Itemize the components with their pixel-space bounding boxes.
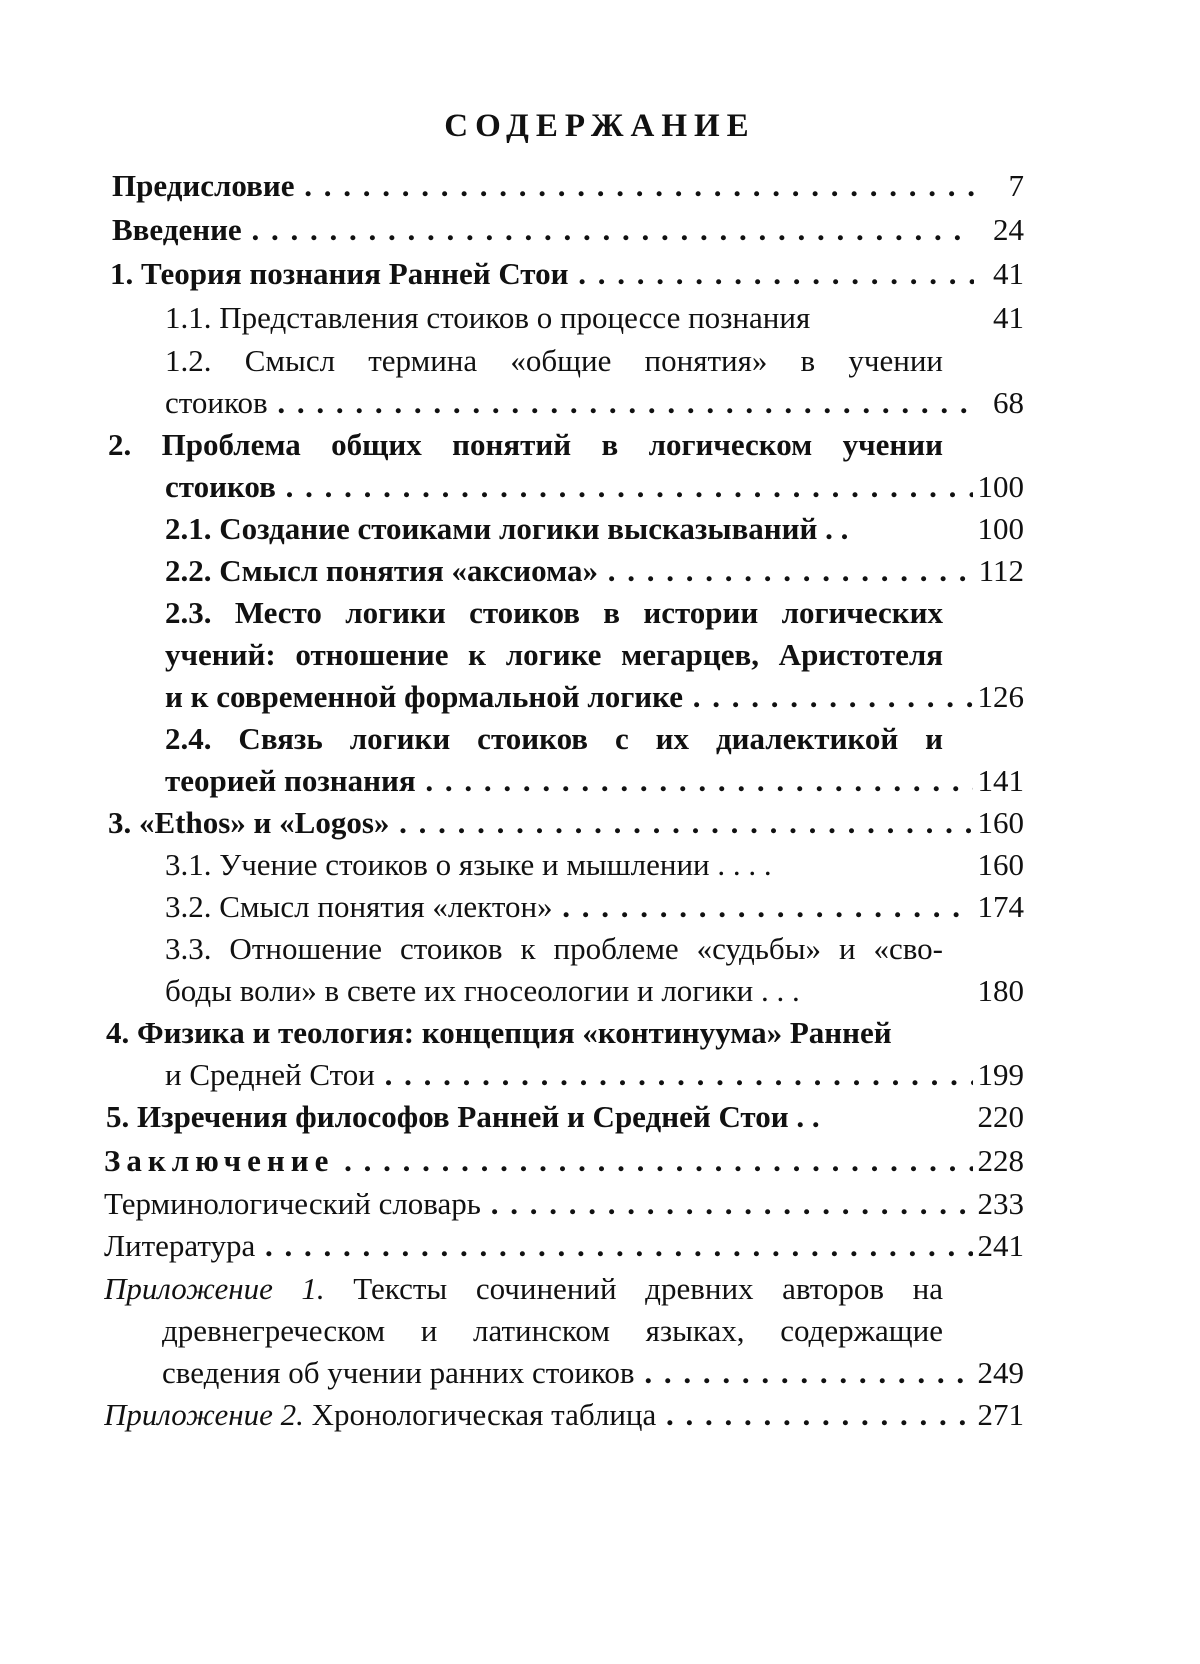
toc-entry-label-cont: древнегреческом и латинском языках, содержащие bbox=[162, 1313, 943, 1348]
toc-page-number: 180 bbox=[977, 973, 1024, 1008]
toc-entry-label-cont: теорией познания . . . bbox=[165, 759, 973, 803]
toc-entry-label: Введение . . . bbox=[112, 208, 974, 252]
toc-entry-label: Приложение 1. Тексты сочинений древних авторов на bbox=[104, 1271, 943, 1306]
toc-entry-label: 2.3. Место логики стоиков в истории логических bbox=[165, 595, 943, 630]
toc-page-number: 241 bbox=[977, 1228, 1024, 1263]
appendix-prefix: Приложение 2. bbox=[104, 1397, 304, 1432]
toc-page-number: 174 bbox=[977, 889, 1024, 924]
toc-page-number: 220 bbox=[977, 1099, 1024, 1134]
toc-page-number: 228 bbox=[977, 1143, 1024, 1178]
toc-entry-label: 3.2. Смысл понятия «лектон» . . . bbox=[165, 885, 973, 929]
toc-page-number: 41 bbox=[993, 256, 1024, 291]
toc-entry-label: 3.1. Учение стоиков о языке и мышлении . . . . bbox=[165, 847, 772, 882]
toc-page-number: 7 bbox=[1008, 168, 1024, 203]
toc-entry-label: 2. Проблема общих понятий в логическом учении bbox=[108, 427, 943, 462]
toc-page-number: 100 bbox=[977, 469, 1024, 504]
toc-page-number: 160 bbox=[977, 805, 1024, 840]
toc-entry-label: Заключение . . . bbox=[104, 1139, 973, 1183]
toc-page-number: 271 bbox=[977, 1397, 1024, 1432]
toc-page-number: 24 bbox=[993, 212, 1024, 247]
toc-entry-label: 2.4. Связь логики стоиков с их диалектикой и bbox=[165, 721, 943, 756]
appendix-prefix: Приложение 1. bbox=[104, 1271, 325, 1306]
toc-entry-label: Литература . . . bbox=[104, 1224, 973, 1268]
toc-page-number: 160 bbox=[977, 847, 1024, 882]
toc-entry-label: 1.1. Представления стоиков о процессе познания bbox=[165, 300, 811, 335]
toc-entry-label-cont: боды воли» в свете их гносеологии и логики . . . bbox=[165, 973, 800, 1008]
toc-entry-label: 5. Изречения философов Ранней и Средней Стои . . bbox=[106, 1099, 820, 1134]
toc-page-number: 41 bbox=[993, 300, 1024, 335]
toc-entry-label: Приложение 2. Хронологическая таблица . . . bbox=[104, 1393, 973, 1437]
toc-entry-label: 1.2. Смысл термина «общие понятия» в учении bbox=[165, 343, 943, 378]
toc-entry-label-cont: стоиков . . . bbox=[165, 381, 973, 425]
toc-page-number: 233 bbox=[977, 1186, 1024, 1221]
toc-entry-label: Терминологический словарь . . . bbox=[104, 1182, 973, 1226]
toc-entry-label-cont: учений: отношение к логике мегарцев, Аристотеля bbox=[165, 637, 943, 672]
toc-entry-label-cont: и Средней Стои . . . bbox=[165, 1053, 973, 1097]
toc-entry-label-cont: стоиков . . . bbox=[165, 465, 973, 509]
toc-page-number: 100 bbox=[977, 511, 1024, 546]
toc-entry-label: 3.3. Отношение стоиков к проблеме «судьбы» и «сво- bbox=[165, 931, 943, 966]
toc-entry-label-cont: сведения об учении ранних стоиков . . . bbox=[162, 1351, 973, 1395]
toc-entry-label: 2.1. Создание стоиками логики высказываний . . bbox=[165, 511, 849, 546]
toc-entry-label: Предисловие . . . bbox=[112, 164, 974, 208]
toc-entry-label: 3. «Ethos» и «Logos» . . . bbox=[108, 801, 973, 845]
toc-page-number: 112 bbox=[978, 553, 1024, 588]
toc-page-number: 68 bbox=[993, 385, 1024, 420]
toc-page-number: 141 bbox=[977, 763, 1024, 798]
page-title: СОДЕРЖАНИЕ bbox=[444, 108, 756, 144]
toc-entry-label-cont: и к современной формальной логике . . . bbox=[165, 675, 973, 719]
toc-page-number: 199 bbox=[977, 1057, 1024, 1092]
toc-page-number: 249 bbox=[977, 1355, 1024, 1390]
toc-entry-label: 1. Теория познания Ранней Стои . . . bbox=[110, 252, 974, 296]
toc-page-number: 126 bbox=[977, 679, 1024, 714]
toc-entry-label: 2.2. Смысл понятия «аксиома» . . . bbox=[165, 549, 973, 593]
toc-entry-label: 4. Физика и теология: концепция «континуума» Ранней bbox=[106, 1015, 892, 1050]
